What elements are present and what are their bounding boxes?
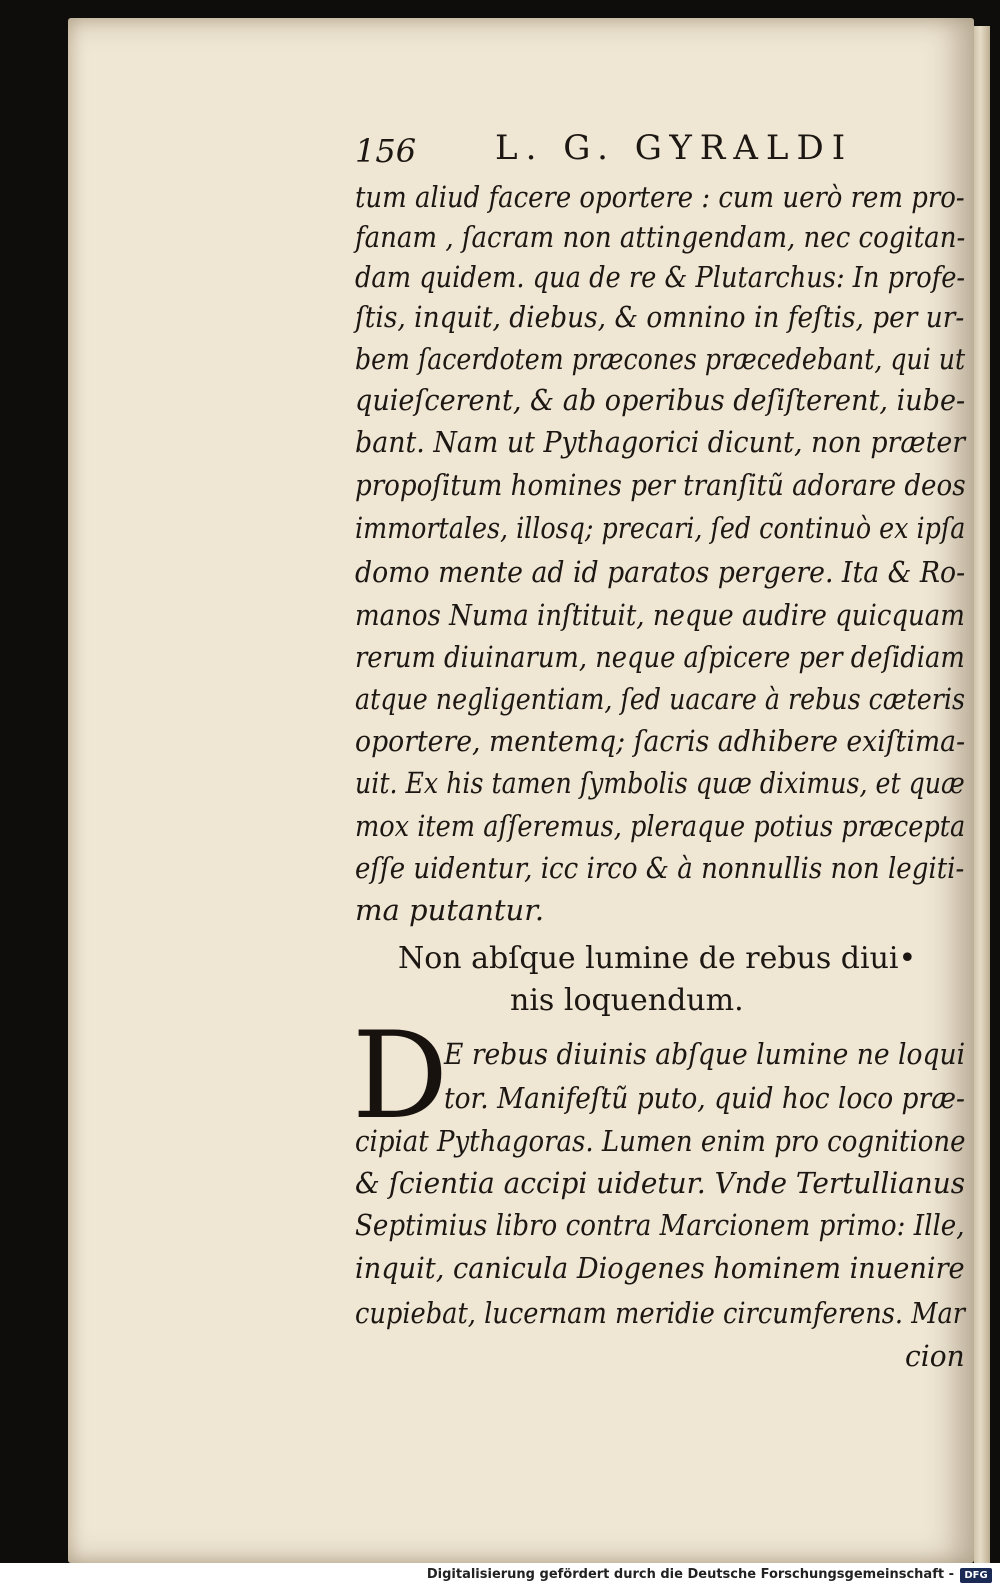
running-head: L. G. GYRALDI xyxy=(495,128,854,168)
text-line: immortales, illosq; precari, ſed continuò ex ipſa xyxy=(355,511,966,545)
catchword: cion xyxy=(905,1339,965,1373)
text-line: eſſe uidentur, icc irco & à nonnullis non legiti- xyxy=(355,851,965,885)
dfg-logo: DFG xyxy=(960,1568,992,1583)
text-line: cupiebat, lucernam meridie circumferens. Mar xyxy=(355,1296,966,1330)
drop-cap: D xyxy=(352,1007,449,1146)
page-number: 156 xyxy=(355,132,417,170)
text-line: propoſitum homines per tranſitũ adorare deos xyxy=(355,468,966,502)
text-line: rerum diuinarum, neque aſpicere per deſidiam xyxy=(355,640,965,674)
funding-credit: Digitalisierung gefördert durch die Deutsche Forschungsgemeinschaft - xyxy=(426,1567,954,1582)
text-line: bant. Nam ut Pythagorici dicunt, non præter xyxy=(355,425,966,459)
text-line: bem ſacerdotem præcones præcedebant, qui ut xyxy=(355,342,966,376)
page-edge xyxy=(974,26,990,1563)
text-line: quieſcerent, & ab operibus deſiſterent, iube- xyxy=(355,383,966,417)
text-line: cipiat Pythagoras. Lumen enim pro cognitione xyxy=(355,1124,966,1158)
text-line: uit. Ex his tamen ſymbolis quæ diximus, et quæ xyxy=(355,766,965,800)
text-line: domo mente ad id paratos pergere. Ita & Ro- xyxy=(355,555,966,589)
text-line: dam quidem. qua de re & Plutarchus: In profe- xyxy=(355,260,966,294)
section-heading-line-1: Non abſque lumine de rebus diui• xyxy=(398,941,917,976)
text-line: oportere, mentemq; ſacris adhibere exiſtima- xyxy=(355,724,966,758)
text-line: tor. Manifeſtũ puto, quid hoc loco præ- xyxy=(444,1081,965,1115)
page-header xyxy=(355,126,955,174)
text-line: manos Numa inſtituit, neque audire quicquam xyxy=(355,598,965,632)
text-line: inquit, canicula Diogenes hominem inuenire xyxy=(355,1251,965,1285)
text-line: fanam , ſacram non attingendam, nec cogitan- xyxy=(355,220,966,254)
text-line: mox item aſſeremus, pleraque potius præcepta xyxy=(355,809,966,843)
text-line: Septimius libro contra Marcionem primo: Ille, xyxy=(355,1208,965,1242)
text-line: & ſcientia accipi uidetur. Vnde Tertullianus xyxy=(355,1166,966,1200)
text-line: tum aliud facere oportere : cum uerò rem pro- xyxy=(355,180,965,214)
footer-bar xyxy=(0,1563,1000,1589)
section-heading-line-2: nis loquendum. xyxy=(510,983,744,1018)
text-line: ma putantur. xyxy=(355,893,545,927)
text-line: E rebus diuinis abſque lumine ne loqui xyxy=(444,1037,966,1071)
text-line: ſtis, inquit, diebus, & omnino in feſtis, per ur- xyxy=(355,300,965,334)
text-line: atque negligentiam, ſed uacare à rebus cæteris xyxy=(355,682,965,716)
